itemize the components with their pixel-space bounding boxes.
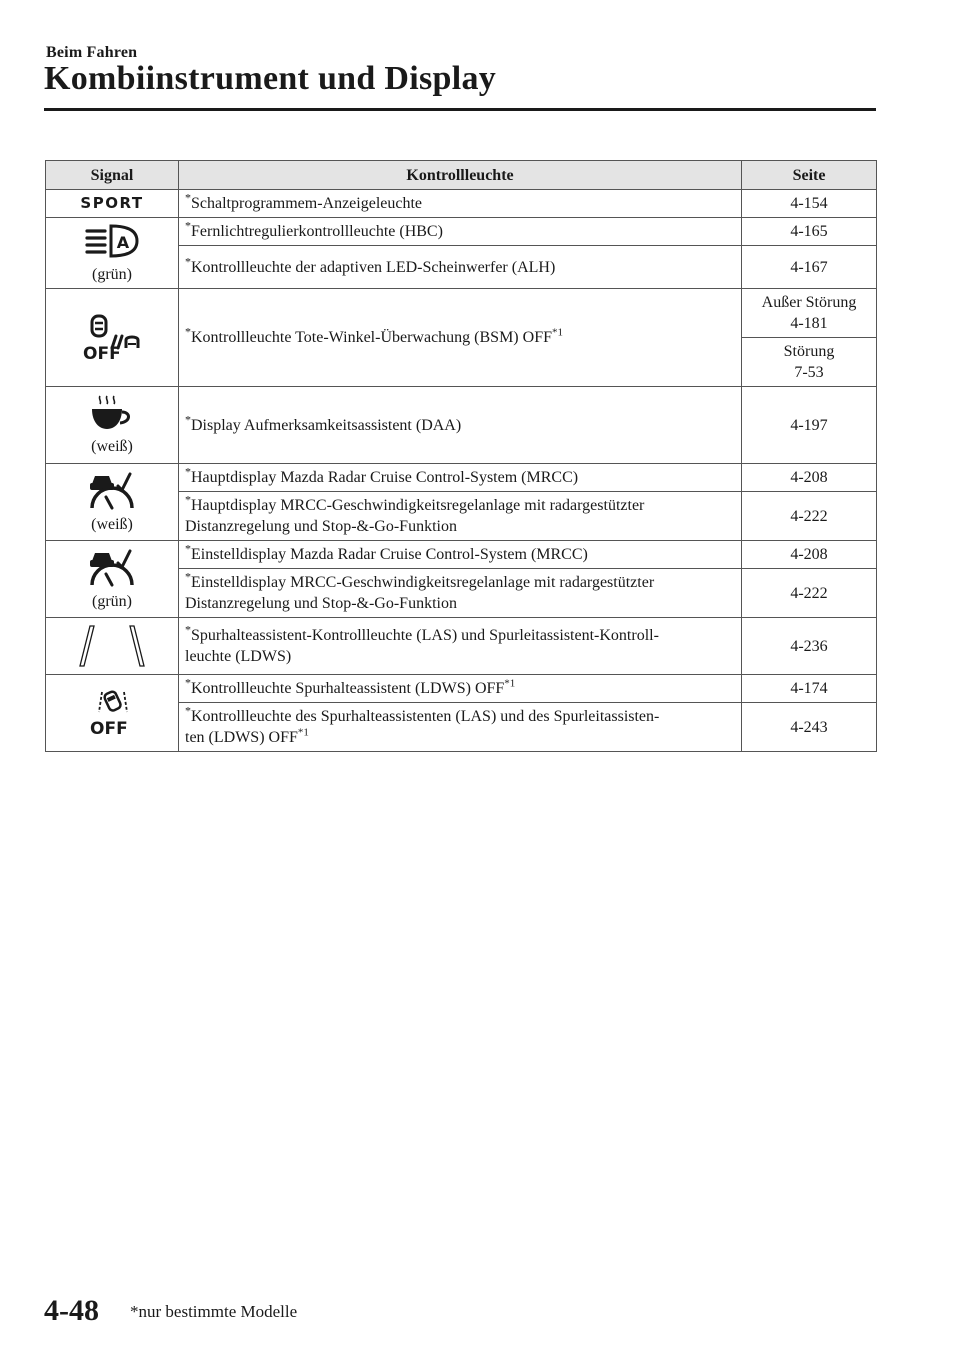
- indicator-description: *Einstelldisplay MRCC-Geschwindigkeitsregelanlage mit radargestützter Distanzregelung und Stop-&-Go-Funktion: [179, 569, 742, 618]
- signal-cell: [46, 190, 179, 218]
- color-label: (grün): [92, 592, 132, 610]
- footnote: *nur bestimmte Modelle: [130, 1302, 298, 1321]
- page-reference: 4-197: [742, 387, 877, 464]
- table-row: [46, 675, 877, 703]
- table-row: [46, 387, 877, 464]
- indicator-description: *Einstelldisplay Mazda Radar Cruise Control-System (MRCC): [179, 541, 742, 569]
- table-row: [46, 289, 877, 338]
- signal-cell: [46, 541, 179, 618]
- section-label: Beim Fahren: [46, 44, 138, 61]
- column-header-signal: Signal: [46, 161, 179, 190]
- indicator-description: *Spurhalteassistent-Kontrollleuchte (LAS) und Spurleitassistent-Kontroll- leuchte (LDWS): [179, 618, 742, 675]
- svg-text:A: A: [116, 232, 130, 252]
- page-reference: 4-174: [742, 675, 877, 703]
- indicator-description: *Schaltprogrammem-Anzeigeleuchte: [179, 190, 742, 218]
- indicator-description: *Kontrollleuchte Spurhalteassistent (LDWS) OFF$^{*1}$: [179, 675, 742, 703]
- color-label: (weiß): [91, 437, 133, 455]
- color-label: (weiß): [91, 515, 133, 533]
- page-reference: 4-208: [742, 541, 877, 569]
- signal-cell: [46, 675, 179, 752]
- table-row: [46, 464, 877, 492]
- svg-text:OFF: OFF: [90, 719, 128, 738]
- page-reference: 4-165: [742, 218, 877, 246]
- page-reference: Störung 7-53: [742, 338, 877, 387]
- indicator-description: *Hauptdisplay Mazda Radar Cruise Control-System (MRCC): [179, 464, 742, 492]
- indicator-table: [45, 160, 877, 752]
- page-reference: 4-243: [742, 703, 877, 752]
- signal-cell: [46, 464, 179, 541]
- signal-cell: [46, 289, 179, 387]
- page-number: 4-48: [44, 1294, 99, 1327]
- page-reference: 4-154: [742, 190, 877, 218]
- table-row: [46, 618, 877, 675]
- color-label: (grün): [92, 265, 132, 283]
- svg-text:OFF: OFF: [83, 343, 121, 362]
- table-row: [46, 218, 877, 246]
- signal-cell: [46, 618, 179, 675]
- page-reference: 4-167: [742, 246, 877, 289]
- coffee-cup-icon: [52, 394, 172, 434]
- lane-departure-off-icon: [52, 688, 172, 738]
- sport-indicator-icon: SPORT: [80, 194, 144, 212]
- indicator-description: *Display Aufmerksamkeitsassistent (DAA): [179, 387, 742, 464]
- indicator-description: *Fernlichtregulierkontrollleuchte (HBC): [179, 218, 742, 246]
- page-reference: 4-208: [742, 464, 877, 492]
- table-row: [46, 541, 877, 569]
- column-header-indicator: Kontrollleuchte: [179, 161, 742, 190]
- page-reference: 4-236: [742, 618, 877, 675]
- indicator-description: *Hauptdisplay MRCC-Geschwindigkeitsregelanlage mit radargestützter Distanzregelung und Stop-&-Go-Funktion: [179, 492, 742, 541]
- column-header-page: Seite: [742, 161, 877, 190]
- signal-cell: [46, 387, 179, 464]
- signal-cell: [46, 218, 179, 289]
- page-title: Kombiinstrument und Display: [44, 60, 497, 97]
- page-reference: 4-222: [742, 569, 877, 618]
- table-header-row: [46, 161, 877, 190]
- blind-spot-off-icon: [52, 314, 172, 362]
- indicator-description: *Kontrollleuchte des Spurhalteassistenten (LAS) und des Spurleitassisten- ten (LDWS) OFF$^{*1}$: [179, 703, 742, 752]
- table-row: [46, 190, 877, 218]
- radar-cruise-icon: [52, 547, 172, 589]
- lane-lines-icon: [52, 624, 172, 668]
- page-reference: Außer Störung 4-181: [742, 289, 877, 338]
- radar-cruise-icon: [52, 470, 172, 512]
- auto-high-beam-icon: [52, 222, 172, 262]
- indicator-description: *Kontrollleuchte der adaptiven LED-Scheinwerfer (ALH): [179, 246, 742, 289]
- page-reference: 4-222: [742, 492, 877, 541]
- indicator-description: *Kontrollleuchte Tote-Winkel-Überwachung (BSM) OFF$^{*1}$: [179, 289, 742, 387]
- header-divider: [44, 108, 876, 111]
